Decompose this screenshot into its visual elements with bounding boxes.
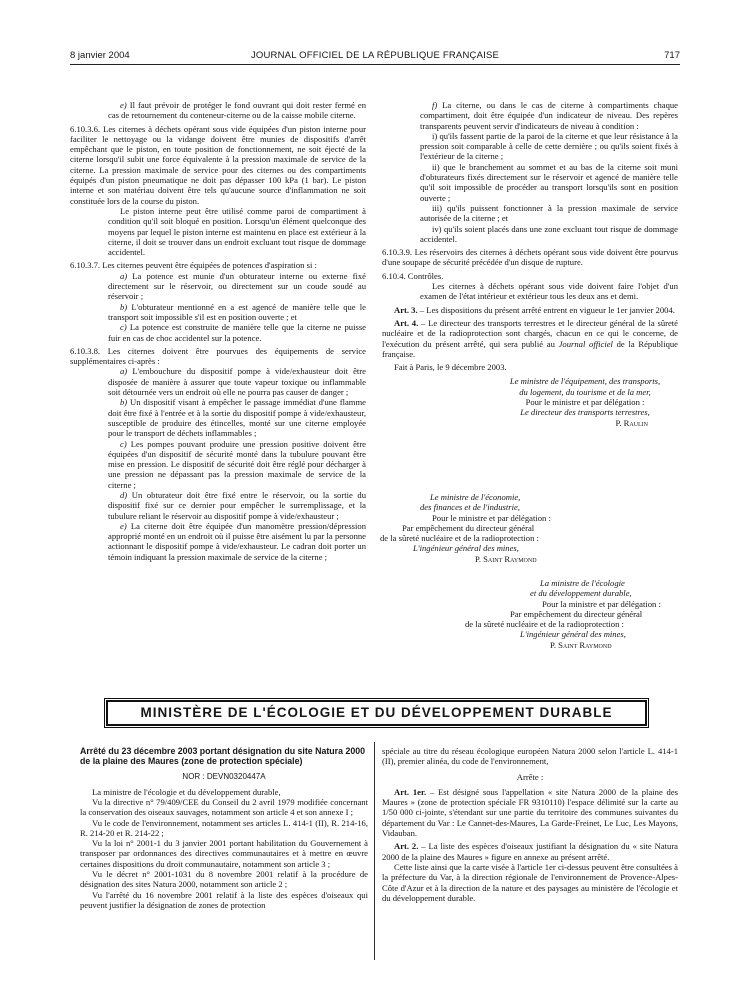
header-journal-title: JOURNAL OFFICIEL DE LA RÉPUBLIQUE FRANÇAISE: [250, 50, 500, 61]
signature-block-2: Le ministre de l'économie, des finances et de l'industrie, Pour le ministre et par délégation : Par empêchement du directeur général de la sûreté nucléaire et de la radioprotection : L'ingénieur général des mines, P. Saint Raymond: [320, 492, 570, 564]
header-page-number: 717: [664, 50, 680, 61]
signature-block-3: La ministre de l'écologie et du développement durable, Pour la ministre et par délégation : Par empêchement du directeur général de la sûreté nucléaire et de la radioprotection : L'ingénieur général des mines, P. Saint Raymond: [450, 578, 700, 650]
visa-decret: Vu le décret n° 2001-1031 du 8 novembre 2001 relatif à la procédure de désignation des sites Natura 2000, notamment son article 2 ;: [80, 869, 368, 890]
article-1: Art. 1er. – Est désigné sous l'appellation « site Natura 2000 de la plaine des Maures » (zone de protection spéciale FR 9310110) l'espace délimité sur la carte au 1/50 000 ci-jointe, s'étendant sur une partie du territoire des communes suivantes du département du Var : Le Cannet-des-Maures, La Garde-Freinet, Le Luc, Les Mayons, Vidauban.: [382, 786, 679, 839]
decree-title: Arrêté du 23 décembre 2003 portant désignation du site Natura 2000 de la plaine des Maures (zone de protection spéciale): [80, 746, 366, 767]
section-6-10-4-text: Les citernes à déchets opérant sous vide doivent faire l'objet d'un examen de l'état intérieur et extérieur tous les deux ans et demi.: [420, 281, 678, 302]
article-3: Art. 3. – Les dispositions du présent arrêté entrent en vigueur le 1er janvier 2004.: [394, 304, 675, 315]
item-b: b) Un dispositif visant à empêcher le passage immédiat d'une flamme doit être fixé à l'entrée et à la sortie du dispositif pompe à vide/exhausteur, susceptible de produire des étincelles, monté sur une citerne employée pour le transport de déchets inflammables ;: [108, 397, 366, 439]
nor-reference: NOR : DEVN0320447A: [182, 772, 266, 782]
section-6-10-3-8: 6.10.3.8. Les citernes doivent être pourvues des équipements de service supplémentaires ci-après :: [70, 345, 366, 367]
item-d: d) Un obturateur doit être fixé entre le réservoir, ou la sortie du dispositif fixé sur ce dernier pour empêcher le surremplissage, et la tubulure reliant le réservoir au dispositif pompe à vide/exhausteur ;: [108, 489, 366, 521]
header-date: 8 janvier 2004: [70, 50, 130, 61]
running-header: [70, 50, 680, 64]
item-c: c) La potence est construite de manière telle que la citerne ne puisse fuir en cas de choc accidentel sur la potence.: [108, 322, 366, 343]
item-f-iii: iii) qu'ils puissent fonctionner à la pression maximale de service autorisée de la citerne ; et: [420, 202, 678, 224]
item-f-i: i) qu'ils fassent partie de la paroi de la citerne et que leur résistance à la pression soit comparable à celle de cette dernière ; ou qu'ils soient fixés à l'extérieur de la citerne ;: [420, 130, 678, 162]
fait-a-paris: Fait à Paris, le 9 décembre 2003.: [394, 362, 507, 373]
item-a: a) L'embouchure du dispositif pompe à vide/exhausteur doit être disposée de manière à assurer que toute vapeur toxique ou inflammable soit détournée vers un endroit où elle ne pourra pas causer de danger ;: [108, 366, 366, 398]
section-6-10-3-6: 6.10.3.6. Les citernes à déchets opérant sous vide équipées d'un piston interne pour faciliter le nettoyage ou la vidange doivent être munies de dispositifs d'arrêt empêchant que le piston, en toute position de fonctionnement, ne soit éjecté de la citerne lorsqu'il subit une force équivalente à la pression maximale de service de la citerne. La pression maximale de service pour des citernes ou des compartiments équipés d'un piston pneumatique ne doit pas dépasser 100 kPa (1 bar). Le piston interne et son matériau doivent être tels qu'aucune source d'inflammation ne soit constituée lors de la course du piston.: [70, 123, 366, 206]
ministry-banner-title: MINISTÈRE DE L'ÉCOLOGIE ET DU DÉVELOPPEMENT DURABLE: [140, 705, 613, 720]
item-f-ii: ii) que le branchement au sommet et au bas de la citerne soit muni d'obturateurs fixés directement sur le réservoir et agencé de manière telle qu'il soit impossible de procéder au transport lorsqu'ils sont en position ouverte ;: [420, 161, 678, 203]
item-e: e) La citerne doit être équipée d'un manomètre pression/dépression approprié monté en un endroit où il puisse être aisément lu par la personne actionnant le dispositif pompe à vide/exhausteur. Le cadran doit porter un témoin indiquant la pression maximale de service de la citerne ;: [108, 520, 367, 562]
item-b: b) L'obturateur mentionné en a est agencé de manière telle que le transport soit impossible s'il est en position ouverte ; et: [108, 301, 366, 322]
right-column-bottom: [382, 746, 678, 903]
item-e-paragraph: e) Il faut prévoir de protéger le fond ouvrant qui doit rester fermé en cas de retournement du conteneur-citerne ou de la caisse mobile citerne.: [108, 100, 366, 121]
article-4: Art. 4. – Le directeur des transports terrestres et le directeur général de la sûreté nucléaire et de la radioprotection sont chargés, chacun en ce qui le concerne, de l'exécution du présent arrêté, qui sera publié au Journal officiel de la République française.: [382, 317, 678, 359]
section-6-10-3-6-p2: Le piston interne peut être utilisé comme paroi de compartiment à condition qu'il soit bloqué en position. Lorsqu'un élément quelconque des moyens par lequel le piston interne est maintenu en place est extérieur à la citerne, il doit se trouver dans un endroit excluant tout risque de dommage accidentel.: [108, 205, 366, 258]
column-divider: [374, 742, 375, 960]
arrete-heading: Arrête :: [516, 771, 544, 782]
item-a: a) La potence est munie d'un obturateur interne ou externe fixé directement sur le réservoir, ou directement sur un coude soudé au réservoir ;: [108, 270, 366, 302]
signature-block-1: Le ministre de l'équipement, des transports, du logement, du tourisme et de la mer, Pour le ministre et par délégation : Le directeur des transports terrestres, P. Raulin: [492, 376, 678, 427]
right-column-top: [382, 100, 678, 428]
signatory-name: P. Saint Raymond: [475, 553, 537, 564]
signatory-name: P. Raulin: [615, 417, 648, 428]
article-2: Art. 2. – La liste des espèces d'oiseaux justifiant la désignation du « site Natura 2000 de la plaine des Maures » figure en annexe au présent arrêté.: [382, 841, 678, 862]
signatory-name: P. Saint Raymond: [550, 639, 612, 650]
item-f: f) La citerne, ou dans le cas de citerne à compartiments chaque compartiment, doit être équipée d'un indicateur de niveau. Des repères transparents peuvent servir d'indicateurs de niveau à condition :: [420, 100, 678, 131]
decree-preamble: La ministre de l'écologie et du développement durable,: [92, 786, 281, 797]
visa-loi: Vu la loi n° 2001-1 du 3 janvier 2001 portant habilitation du Gouvernement à transposer par ordonnances des directives communautaires et à mettre en œuvre certaines dispositions du droit communautaire, notamment son article 3 ;: [80, 838, 368, 869]
section-6-10-4: 6.10.4. Contrôles.: [382, 270, 444, 281]
header-rule: [70, 64, 680, 65]
consultation-paragraph: Cette liste ainsi que la carte visée à l'article 1er ci-dessus peuvent être consultées à la préfecture du Var, à la direction régionale de l'environnement de Provence-Alpes-Côte d'Azur et à la direction de la nature et des paysages au ministère de l'écologie et du développement durable.: [382, 861, 678, 903]
section-6-10-3-7: 6.10.3.7. Les citernes peuvent être équipées de potences d'aspiration si :: [70, 260, 317, 271]
visa-directive: Vu la directive n° 79/409/CEE du Conseil du 2 avril 1979 modifiée concernant la conservation des oiseaux sauvages, notamment son article 4 et son annexe I ;: [80, 797, 368, 818]
item-f-iv: iv) qu'ils soient placés dans une zone excluant tout risque de dommage accidentel.: [420, 223, 678, 244]
visa-arrete: Vu l'arrêté du 16 novembre 2001 relatif à la liste des espèces d'oiseaux qui peuvent justifier la désignation de zones de protection: [80, 889, 368, 910]
section-6-10-3-9: 6.10.3.9. Les réservoirs des citernes à déchets opérant sous vide doivent être pourvus d'une soupape de sécurité précédée d'un disque de rupture.: [382, 247, 678, 268]
item-c: c) Les pompes pouvant produire une pression positive doivent être équipées d'un dispositif de sécurité monté dans la tubulure pouvant être mise en pression. Le dispositif de sécurité doit être réglé pour décharger à une pression ne dépassant pas la pression maximale de service de la citerne ;: [108, 438, 366, 490]
visa-continued: spéciale au titre du réseau écologique européen Natura 2000 selon l'article L. 414-1 (II), premier alinéa, du code de l'environnement,: [382, 746, 678, 767]
ministry-banner: [106, 700, 647, 726]
left-column-bottom: [80, 746, 368, 910]
visa-code: Vu le code de l'environnement, notamment ses articles L. 414-1 (II), R. 214-16, R. 214-20 et R. 214-22 ;: [80, 817, 368, 838]
